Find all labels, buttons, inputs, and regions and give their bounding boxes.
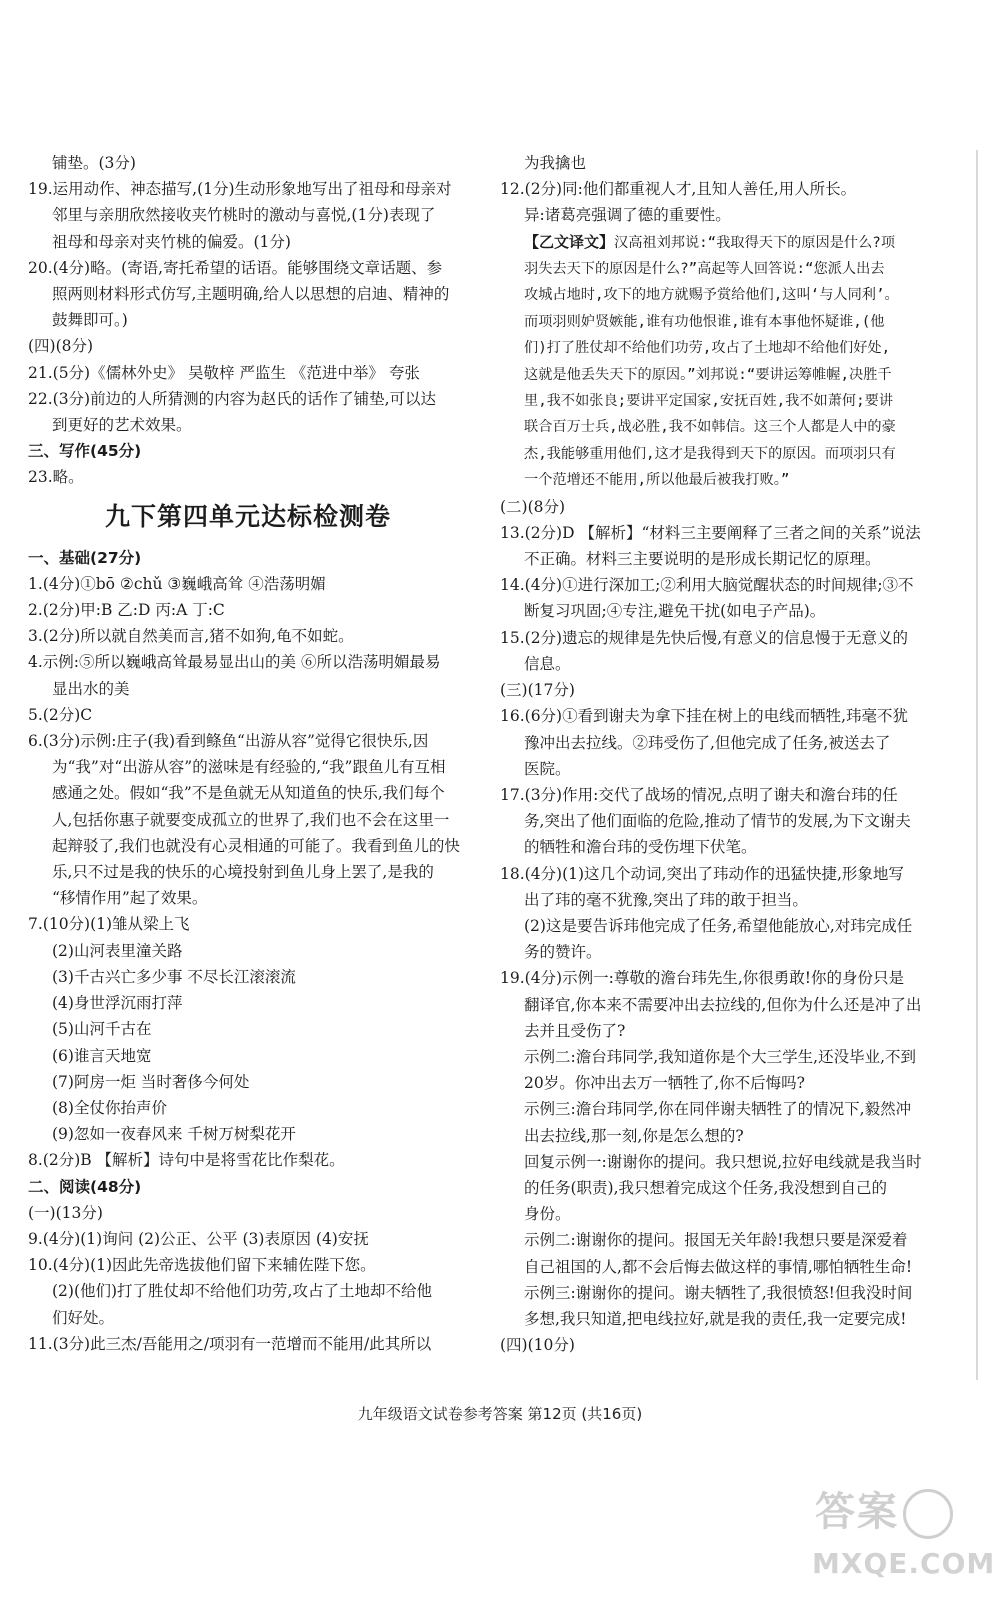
section-heading: 三、写作(45分) [28,442,142,461]
section-heading: 二、阅读(48分) [28,1177,142,1196]
answer-line: 示例二:谢谢你的提问。报国无关年龄!我想只要是深爱着 [524,1231,908,1250]
watermark-logo [815,1480,965,1550]
translation-heading: 【乙文译文】 [524,232,615,251]
section-heading: (三)(17分) [500,681,575,700]
answer-line: (4)身世浮沉雨打萍 [52,994,183,1013]
right-column [500,150,945,1358]
translation-line: 联合百万士兵,战必胜,我不如韩信。这三个人都是人中的豪 [524,419,896,436]
answer-line: 6.(3分)示例:庄子(我)看到鲦鱼“出游从容”觉得它很快乐,因 [28,732,429,751]
answer-line: 5.(2分)C [28,705,93,724]
answer-line: 的任务(职责),我只想着完成这个任务,我没想到自己的 [524,1178,887,1197]
answer-line: 11.(3分)此三杰/吾能用之/项羽有一范增而不能用/此其所以 [28,1334,432,1353]
answer-line: (6)谁言天地宽 [52,1046,152,1065]
answer-line: 1.(4分)①bō ②chǔ ③巍峨高耸 ④浩荡明媚 [28,574,326,593]
answer-line: 感通之处。假如“我”不是鱼就无从知道鱼的快乐,我们每个 [52,784,445,803]
answer-line: (7)阿房一炬 当时奢侈今何处 [52,1072,250,1091]
translation-line: 们)打了胜仗却不给他们功劳,攻占了土地却不给他们好处, [524,340,891,357]
answer-line: 12.(2分)同:他们都重视人才,且知人善任,用人所长。 [500,180,857,199]
answer-line: 照两则材料形式仿写,主题明确,给人以思想的启迪、精神的 [52,285,450,304]
answer-line: 为我擒也 [524,154,587,172]
answer-line: 22.(3分)前边的人所猜测的内容为赵氏的话作了铺垫,可以达 [28,389,437,408]
translation-block [500,229,945,494]
answer-line: 示例三:谢谢你的提问。谢夫牺牲了,我很愤怒!但我没时间 [524,1283,913,1302]
answer-line: 18.(4分)(1)这几个动词,突出了玮动作的迅猛快捷,形象地写 [500,864,904,883]
section-heading: (四)(8分) [28,337,94,356]
answer-line: (9)忽如一夜春风来 千树万树梨花开 [52,1125,296,1144]
answer-line: 为“我”对“出游从容”的滋味是有经验的,“我”跟鱼儿有互相 [52,758,446,777]
answer-line: 19.运用动作、神态描写,(1分)生动形象地写出了祖母和母亲对 [28,180,452,199]
answer-line: 15.(2分)遗忘的规律是先快后慢,有意义的信息慢于无意义的 [500,628,909,647]
translation-line: 这就是他丢失天下的原因。”刘邦说:“要讲运筹帷幄,决胜千 [524,366,892,383]
answer-line: 17.(3分)作用:交代了战场的情况,点明了谢夫和澹台玮的任 [500,785,898,804]
answer-line: (2)(他们)打了胜仗却不给他们功劳,攻占了土地却不给他 [52,1282,432,1301]
answer-line: (3)千古兴亡多少事 不尽长江滚滚流 [52,967,296,986]
answer-line: 9.(4分)(1)询问 (2)公正、公平 (3)表原因 (4)安抚 [28,1229,369,1248]
answer-line: 去并且受伤了? [524,1021,626,1040]
answer-line: 3.(2分)所以就自然美而言,猪不如狗,龟不如蛇。 [28,627,354,646]
answer-line: 到更好的艺术效果。 [52,416,192,435]
answer-line: “移情作用”起了效果。 [52,889,208,908]
left-lines-top [28,150,468,491]
answer-line: 回复示例一:谢谢你的提问。我只想说,拉好电线就是我当时 [524,1152,922,1171]
answer-line: 4.示例:⑤所以巍峨高耸最易显出山的美 ⑥所以浩荡明媚最易 [28,653,441,672]
answer-line: (8)全仗你抬声价 [52,1098,167,1117]
right-lines-bottom [500,494,945,1359]
right-lines-top [500,150,945,229]
page-edge-rule [976,150,978,1380]
watermark-url: MXQE.COM [812,1547,996,1580]
watermark-circle-icon [903,1489,953,1539]
answer-line: 示例二:澹台玮同学,我知道你是个大三学生,还没毕业,不到 [524,1047,917,1066]
left-column [28,150,468,1357]
answer-line: 2.(2分)甲:B 乙:D 丙:A 丁:C [28,601,225,620]
answer-line: 医院。 [524,759,571,778]
answer-line: 断复习巩固;④专注,避免干扰(如电子产品)。 [524,602,826,621]
answer-line: 人,包括你惠子就要变成孤立的世界了,我们也不会在这里一 [52,810,450,829]
answer-line: 的牺牲和澹台玮的受伤埋下伏笔。 [524,838,757,857]
section-title: 九下第四单元达标检测卷 [104,501,391,531]
section-heading: (四)(10分) [500,1336,575,1355]
translation-line: 杰,我能够重用他们,这才是我得到天下的原因。而项羽只有 [524,445,896,462]
answer-line: 乐,只不过是我的快乐的心境投射到鱼儿身上罢了,是我的 [52,863,434,882]
answer-line: 19.(4分)示例一:尊敬的澹台玮先生,你很勇敢!你的身份只是 [500,969,904,988]
answer-line: 务,突出了他们面临的危险,推动了情节的发展,为下文谢夫 [524,812,911,831]
answer-line: 23.略。 [28,468,84,487]
answer-line: 自己祖国的人,都不会后悔去做这样的事情,哪怕牺牲生命! [524,1257,913,1276]
translation-text: 汉高祖刘邦说:“我取得天下的原因是什么?项 [614,234,896,251]
answer-line: 不正确。材料三主要说明的是形成长期记忆的原理。 [524,550,881,569]
answer-line: 出去拉线,那一刻,你是怎么想的? [524,1126,744,1145]
section-heading: (一)(13分) [28,1203,103,1222]
translation-line [500,229,945,256]
answer-line: 鼓舞即可。) [52,311,128,330]
answer-line: 8.(2分)B 【解析】诗句中是将雪花比作梨花。 [28,1151,345,1170]
translation-line: 而项羽则妒贤嫉能,谁有功他恨谁,谁有本事他怀疑谁,(他 [524,313,885,330]
translation-line: 一个范增还不能用,所以他最后被我打败。” [524,472,790,489]
answer-line: (2)山河表里潼关路 [52,941,183,960]
translation-line: 羽失去天下的原因是什么?”高起等人回答说:“您派人出去 [524,261,885,278]
page-footer: 九年级语文试卷参考答案 第12页 (共16页) [357,1405,643,1423]
section-heading: 一、基础(27分) [28,548,142,567]
answer-line: 10.(4分)(1)因此先帝选拔他们留下来辅佐陛下您。 [28,1256,376,1275]
answer-line: 16.(6分)①看到谢夫为拿下挂在树上的电线而牺牲,玮毫不犹 [500,707,909,726]
answer-line: 起辩驳了,我们也就没有心灵相通的可能了。我看到鱼儿的快 [52,836,460,855]
answer-line: 邻里与亲朋欣然接收夹竹桃时的激动与喜悦,(1分)表现了 [52,206,436,225]
answer-line: 铺垫。(3分) [52,154,136,172]
answer-line: 豫冲出去拉线。②玮受伤了,但他完成了任务,被送去了 [524,733,891,752]
answer-line: 显出水的美 [52,679,130,698]
answer-line: 多想,我只知道,把电线拉好,就是我的责任,我一定要完成! [524,1309,907,1328]
answer-line: (2)这是要告诉玮他完成了任务,希望他能放心,对玮完成任 [524,916,913,935]
answer-line: 们好处。 [52,1308,115,1327]
translation-line: 里,我不如张良;要讲平定国家,安抚百姓,我不如萧何;要讲 [524,393,894,410]
answer-line: 20岁。你冲出去万一牺牲了,你不后悔吗? [524,1074,805,1093]
answer-line: 出了玮的毫不犹豫,突出了玮的敢于担当。 [524,890,808,909]
answer-line: 20.(4分)略。(寄语,寄托希望的话语。能够围绕文章话题、参 [28,258,443,277]
answer-line: 信息。 [524,654,571,673]
left-lines-bottom [28,545,468,1357]
answer-line: 务的赞许。 [524,943,602,962]
answer-line: 示例三:澹台玮同学,你在同伴谢夫牺牲了的情况下,毅然冲 [524,1100,912,1119]
answer-line: 异:诸葛亮强调了德的重要性。 [524,206,731,225]
answer-line: 21.(5分)《儒林外史》 吴敬梓 严监生 《范进中举》 夸张 [28,363,420,382]
watermark-logo-text: 答案 [815,1489,899,1535]
answer-line: 身份。 [524,1205,571,1224]
answer-line: (5)山河千古在 [52,1020,152,1039]
section-heading: (二)(8分) [500,497,566,516]
answer-line: 13.(2分)D 【解析】“材料三主要阐释了三者之间的关系”说法 [500,523,921,542]
answer-line: 7.(10分)(1)雏从梁上飞 [28,915,190,934]
answer-line: 14.(4分)①进行深加工;②利用大脑觉醒状态的时间规律;③不 [500,576,914,595]
translation-line: 攻城占地时,攻下的地方就赐予赏给他们,这叫‘与人同利’。 [524,287,899,304]
answer-line: 祖母和母亲对夹竹桃的偏爱。(1分) [52,232,291,251]
answer-line: 翻译官,你本来不需要冲出去拉线的,但你为什么还是冲了出 [524,995,922,1014]
